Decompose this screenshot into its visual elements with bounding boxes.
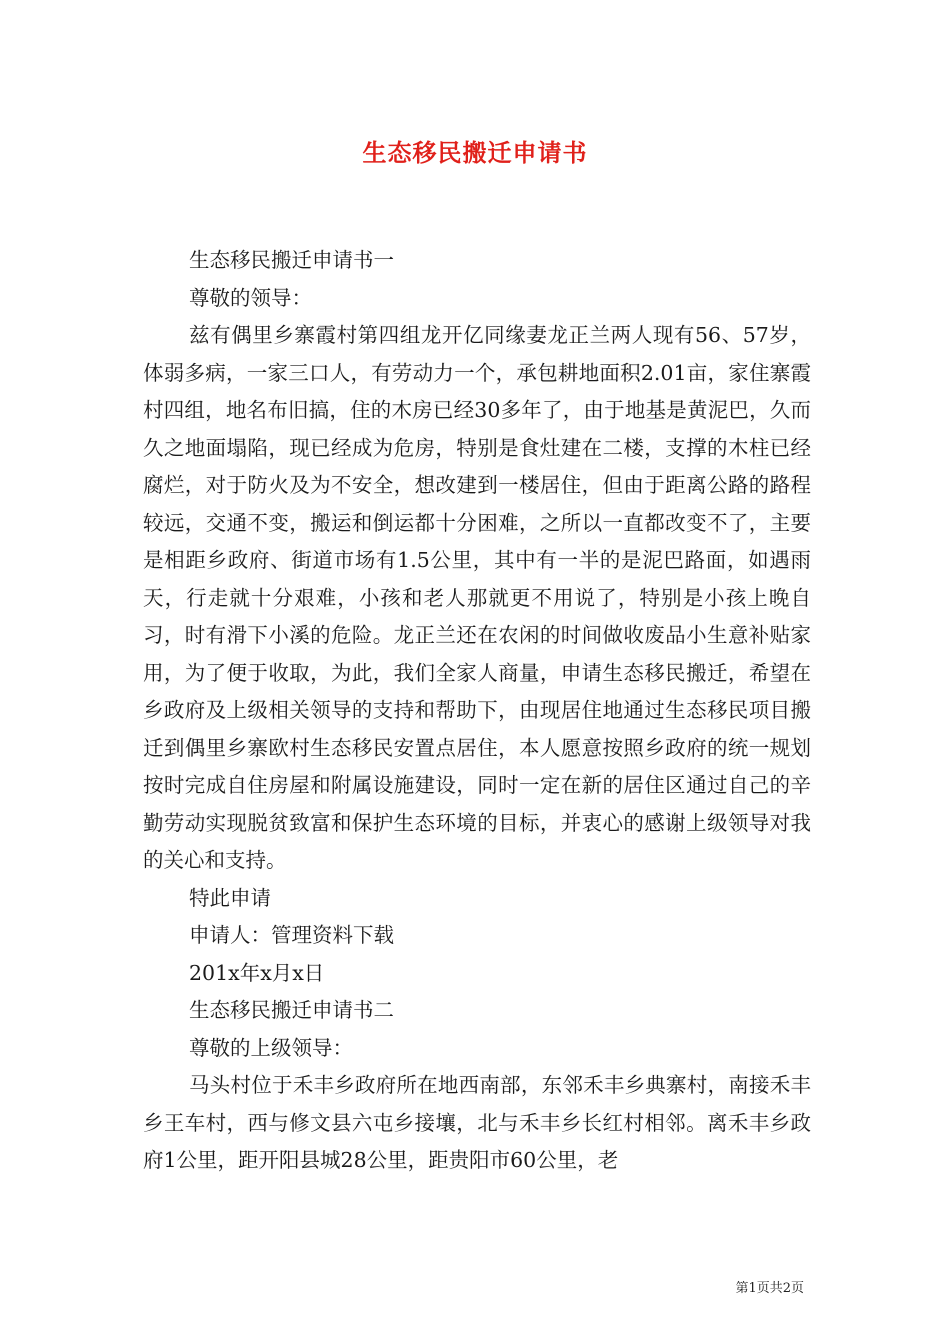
section-heading: 生态移民搬迁申请书一: [189, 248, 394, 272]
closing-line: 特此申请: [189, 885, 271, 910]
salutation: 尊敬的领导：: [189, 285, 312, 310]
document-body: [143, 242, 811, 1180]
date-line: 201x年x月x日: [189, 960, 325, 985]
page-number: 第1页共2页: [735, 1281, 804, 1296]
body-paragraph: 马头村位于禾丰乡政府所在地西南部，东邻禾丰乡典寨村，南接禾丰乡王车村，西与修文县六屯乡接壤，北与禾丰乡长红村相邻。离禾丰乡政府1公里，距开阳县城28公里，距贵阳市60公里，老: [143, 1073, 811, 1172]
document-title: 生态移民搬迁申请书: [362, 138, 588, 167]
section-heading: 生态移民搬迁申请书二: [189, 998, 394, 1022]
salutation: 尊敬的上级领导：: [189, 1035, 353, 1060]
body-paragraph: 兹有偶里乡寨霞村第四组龙开亿同缘妻龙正兰两人现有56、57岁，体弱多病，一家三口人，有劳动力一个，承包耕地面积2.01亩，家住寨霞村四组，地名布旧搞，住的木房已经30多年了，由于地基是黄泥巴，久而久之地面塌陷，现已经成为危房，特别是食灶建在二楼，支撑的木柱已经腐烂，对于防火及为不安全，想改建到一楼居住，但由于距离公路的路程较远，交通不变，搬运和倒运都十分困难，之所以一直都改变不了，主要是相距乡政府、街道市场有1.5公里，其中有一半的是泥巴路面，如遇雨天，行走就十分艰难，小孩和老人那就更不用说了，特别是小孩上晚自习，时有滑下小溪的危险。龙正兰还在农闲的时间做收废品小生意补贴家用，为了便于收取，为此，我们全家人商量，申请生态移民搬迁，希望在乡政府及上级相关领导的支持和帮助下，由现居住地通过生态移民项目搬迁到偶里乡寨欧村生态移民安置点居住，本人愿意按照乡政府的统一规划按时完成自住房屋和附属设施建设，同时一定在新的居住区通过自己的辛勤劳动实现脱贫致富和保护生态环境的目标，并衷心的感谢上级领导对我的关心和支持。: [143, 323, 811, 872]
applicant-line: 申请人：管理资料下载: [189, 923, 394, 947]
